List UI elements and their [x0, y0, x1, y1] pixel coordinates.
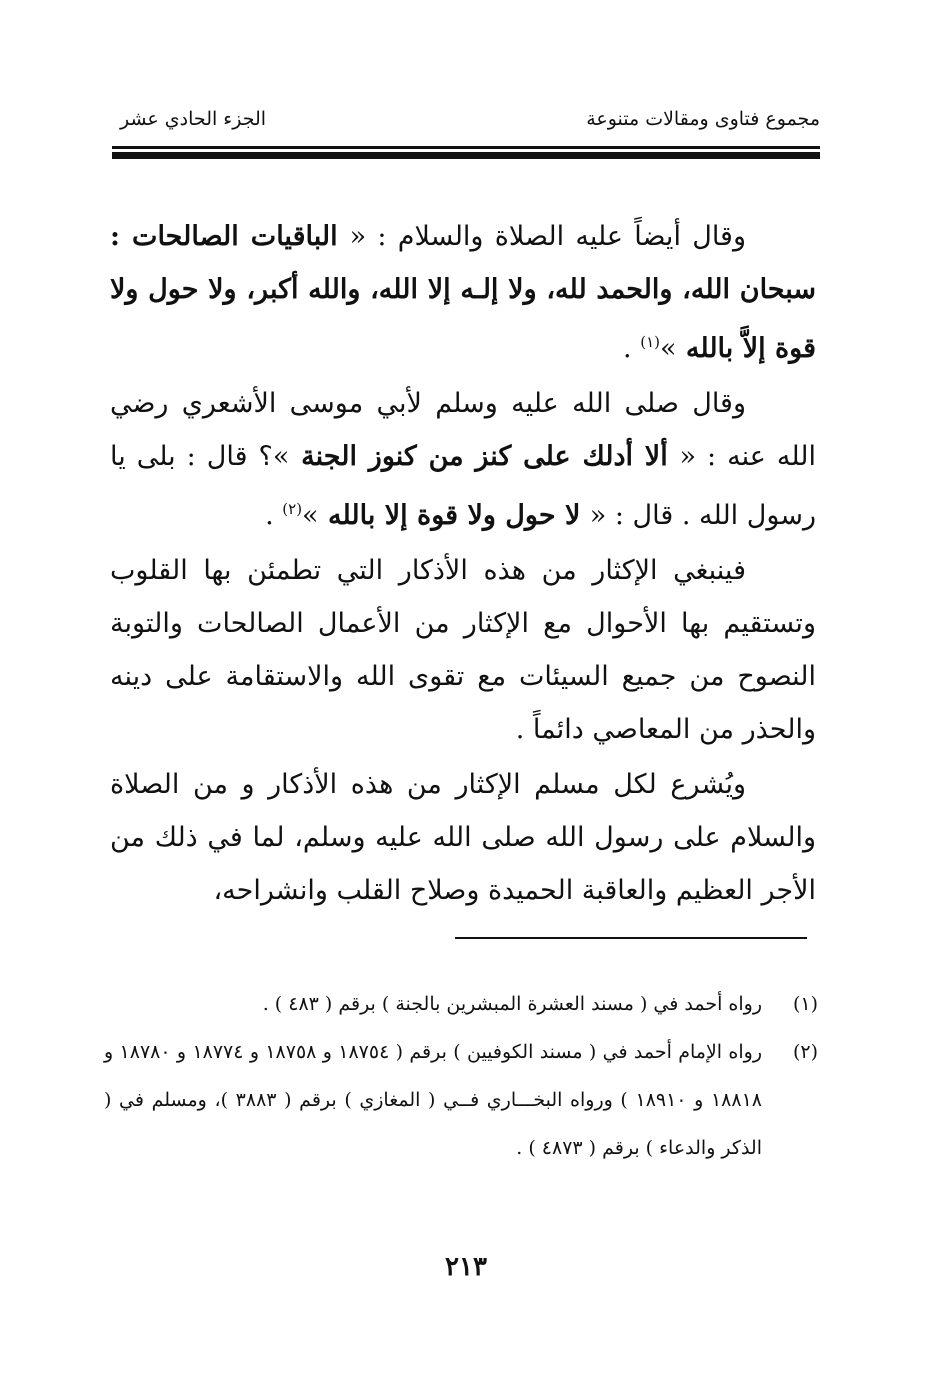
footnote-1: [104, 980, 818, 1028]
footnotes: [104, 980, 818, 1172]
footnote-text: رواه أحمد في ( مسند العشرة المبشرين بالجنة ) برقم ( ٤٨٣ ) .: [262, 993, 762, 1015]
footnote-text: رواه الإمام أحمد في ( مسند الكوفيين ) برقم ( ١٨٧٥٤ و ١٨٧٥٨ و ١٨٧٧٤ و ١٨٧٨٠ و ١٨٨١٨ و ١٨٩١٠ ) ورواه البخـــاري فــي ( المغازي ) برقم ( ٣٨٨٣ )، ومسلم في ( الذكر والدعاء ) برقم ( ٤٨٧٣ ) .: [104, 1041, 763, 1159]
page-number: ٢١٣: [445, 1252, 487, 1282]
hadith-text-1: الباقيات الصالحات : سبحان الله، والحمد لله، ولا إلـه إلا الله، والله أكبر، ولا حول ولا قوة إلاَّ بالله: [110, 221, 816, 364]
footnote-ref-2[interactable]: (٢): [282, 500, 303, 518]
paragraph-4-text: ويُشرع لكل مسلم الإكثار من هذه الأذكار و من الصلاة والسلام على رسول الله صلى الله عليه وسلم، لما في ذلك من الأجر العظيم والعاقبة الحميدة وصلاح القلب وانشراحه،: [110, 769, 816, 906]
footnote-number: (٢): [792, 1041, 818, 1063]
book-title: مجموع فتاوى ومقالات متنوعة: [586, 108, 820, 130]
paragraph-1: [110, 210, 816, 375]
main-text: [110, 210, 816, 919]
running-header: [112, 108, 820, 142]
footnote-2: [104, 1028, 818, 1172]
quote-close-1: »: [659, 333, 677, 364]
footnote-number: (١): [792, 993, 818, 1015]
hadith-text-3: لا حول ولا قوة إلا بالله: [318, 500, 590, 531]
footnote-ref-1[interactable]: (١): [640, 333, 660, 351]
volume-label: الجزء الحادي عشر: [120, 108, 267, 130]
paragraph-2-middle: »؟ قال : بلى يا رسول الله . قال : «: [110, 441, 816, 531]
quote-close-2: »: [302, 500, 319, 531]
header-rule-thin: [112, 146, 820, 149]
paragraph-2-intro: وقال صلى الله عليه وسلم لأبي موسى الأشعري رضي الله عنه : «: [110, 388, 816, 472]
header-rule-thick: [112, 152, 820, 159]
paragraph-1-intro: وقال أيضاً عليه الصلاة والسلام : «: [349, 221, 746, 252]
paragraph-2: [110, 377, 816, 542]
paragraph-1-end: .: [623, 333, 641, 364]
paragraph-4: [110, 758, 816, 917]
footnote-separator: [455, 937, 807, 939]
paragraph-2-end: .: [265, 500, 283, 531]
paragraph-3-text: فينبغي الإكثار من هذه الأذكار التي تطمئن بها القلوب وتستقيم بها الأحوال مع الإكثار من الأعمال الصالحات والتوبة النصوح من جميع السيئات مع تقوى الله والاستقامة على دينه والحذر من المعاصي دائماً .: [110, 555, 816, 745]
paragraph-3: [110, 544, 816, 756]
hadith-text-2: ألا أدلك على كنز من كنوز الجنة: [289, 441, 680, 472]
